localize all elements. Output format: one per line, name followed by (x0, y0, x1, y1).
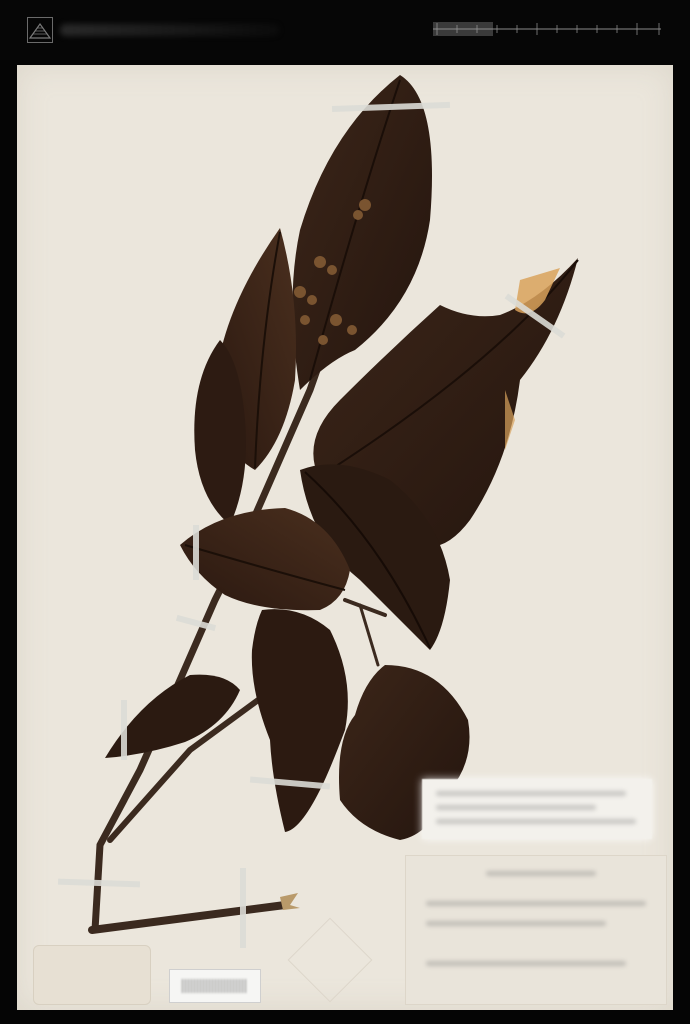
redacted-collection-label (405, 855, 667, 1005)
leaf-lower-center (252, 609, 348, 832)
specimen-envelope (33, 945, 151, 1005)
redacted-label (422, 779, 652, 839)
barcode-label (169, 969, 261, 1003)
barcode-bars (182, 979, 248, 993)
